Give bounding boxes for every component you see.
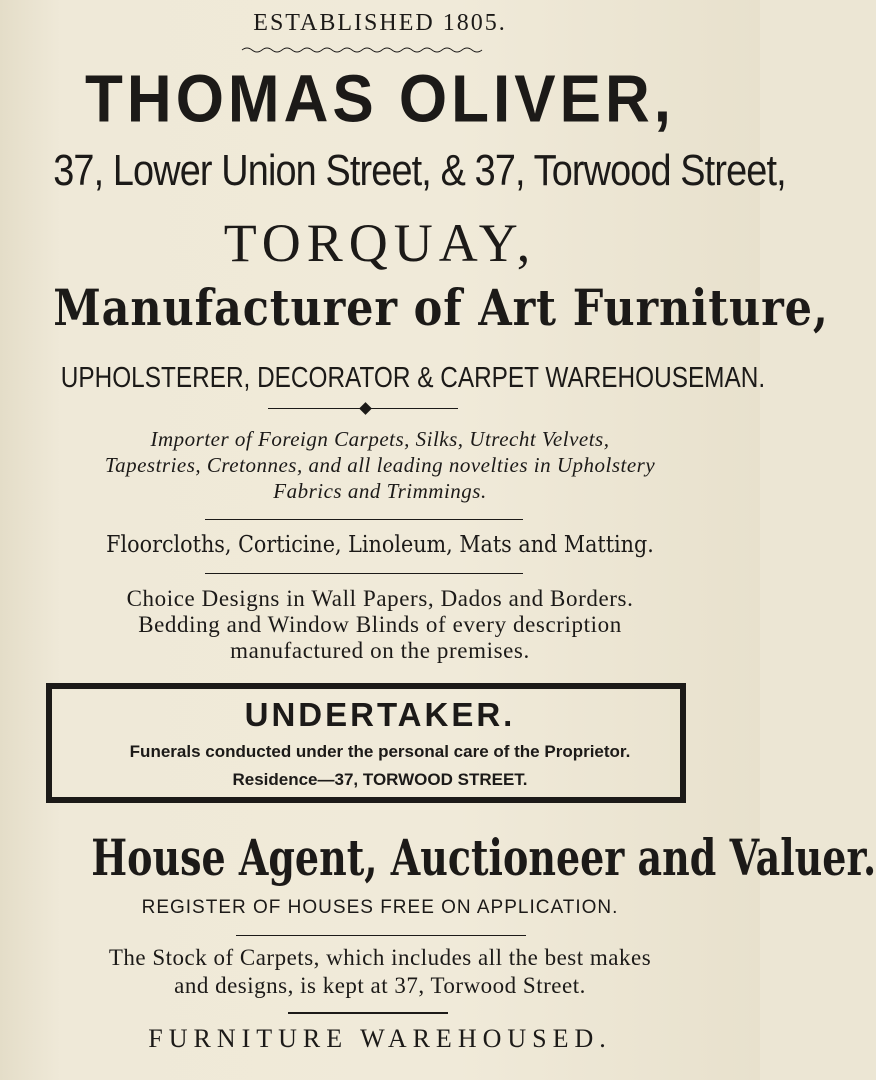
residence-line: Residence—37, TORWOOD STREET.: [232, 770, 528, 789]
funerals-line: Funerals conducted under the personal care of the Proprietor.: [129, 742, 631, 761]
diamond-ornament: [359, 402, 372, 415]
divider-rule: [288, 1012, 448, 1014]
stock-line: and designs, is kept at 37, Torwood Street.: [174, 973, 586, 998]
register-line: REGISTER OF HOUSES FREE ON APPLICATION.: [141, 897, 619, 918]
importer-line: Fabrics and Trimmings.: [273, 479, 487, 503]
house-agent-heading: House Agent, Auctioneer and Valuer.: [91, 828, 876, 887]
wavy-ornament: [242, 46, 482, 54]
divider-rule: [205, 519, 523, 520]
choice-line: Bedding and Window Blinds of every description: [138, 612, 622, 637]
importer-paragraph: [0, 426, 760, 504]
manufacturer-heading: Manufacturer of Art Furniture,: [53, 278, 829, 337]
divider-rule: [236, 935, 526, 936]
undertaker-title: UNDERTAKER.: [244, 696, 516, 733]
choice-line: Choice Designs in Wall Papers, Dados and Borders.: [126, 586, 634, 611]
choice-paragraph: [0, 586, 760, 664]
divider-rule: [205, 573, 523, 574]
stock-line: The Stock of Carpets, which includes all the best makes: [108, 945, 652, 970]
choice-line: manufactured on the premises.: [230, 638, 530, 663]
town-name: TORQUAY,: [223, 213, 537, 273]
importer-line: Tapestries, Cretonnes, and all leading novelties in Upholstery: [104, 453, 656, 477]
proprietor-name: THOMAS OLIVER,: [85, 62, 675, 137]
floorcloths-line: Floorcloths, Corticine, Linoleum, Mats and Matting.: [106, 532, 654, 558]
warehoused-line: FURNITURE WAREHOUSED.: [148, 1024, 612, 1053]
stock-paragraph: [0, 944, 760, 1000]
established-line: ESTABLISHED 1805.: [253, 10, 507, 36]
importer-line: Importer of Foreign Carpets, Silks, Utrecht Velvets,: [150, 427, 610, 451]
trades-line: UPHOLSTERER, DECORATOR & CARPET WAREHOUSEMAN.: [60, 362, 766, 394]
address-line: 37, Lower Union Street, & 37, Torwood Street,: [53, 146, 786, 195]
